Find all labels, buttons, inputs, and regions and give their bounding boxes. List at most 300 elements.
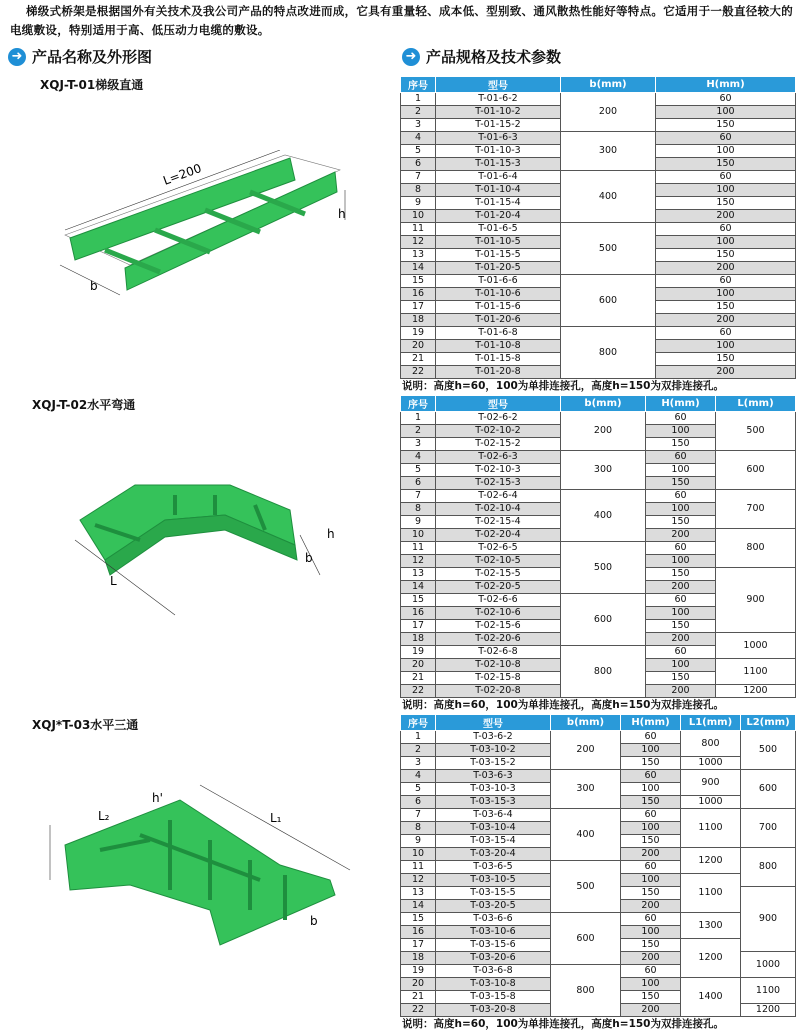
table-cell: 500	[716, 412, 796, 451]
right-section-heading	[402, 46, 561, 67]
table-cell: 700	[741, 809, 796, 848]
table-cell: T-01-10-3	[436, 145, 561, 158]
table-cell: 1200	[716, 685, 796, 698]
column-header: H(mm)	[621, 715, 681, 731]
table-cell: 60	[646, 490, 716, 503]
table-row	[401, 731, 796, 744]
spec-table-1	[400, 76, 796, 379]
table-cell: T-01-15-3	[436, 158, 561, 171]
table-cell: 800	[716, 529, 796, 568]
table-cell: 200	[656, 314, 796, 327]
table-cell: 100	[656, 184, 796, 197]
table-cell: 100	[646, 555, 716, 568]
table-cell: T-01-10-2	[436, 106, 561, 119]
table-cell: 1000	[741, 952, 796, 978]
table-cell: 8	[401, 503, 436, 516]
table-cell: 150	[621, 887, 681, 900]
table-cell: 18	[401, 633, 436, 646]
table-cell: 500	[741, 731, 796, 770]
table-cell: 6	[401, 796, 436, 809]
table-cell: T-02-15-8	[436, 672, 561, 685]
table-cell: 4	[401, 132, 436, 145]
table-cell: 900	[716, 568, 796, 633]
table-cell: 17	[401, 620, 436, 633]
table-cell: 60	[621, 965, 681, 978]
table-cell: 15	[401, 594, 436, 607]
table-cell: 150	[656, 301, 796, 314]
table-cell: 11	[401, 542, 436, 555]
table-cell: T-01-20-6	[436, 314, 561, 327]
table-cell: T-02-20-4	[436, 529, 561, 542]
dim-label-b: b	[310, 914, 318, 928]
dim-label-h: h	[327, 527, 335, 541]
table-cell: 60	[656, 223, 796, 236]
table-cell: 150	[656, 119, 796, 132]
table-cell: 100	[656, 145, 796, 158]
table-cell: 1100	[741, 978, 796, 1004]
table-cell: 200	[561, 412, 646, 451]
table-cell: 1200	[681, 848, 741, 874]
table-cell: 60	[621, 861, 681, 874]
table-cell: T-02-10-3	[436, 464, 561, 477]
table-1-note: 说明：高度h=60，100为单排连接孔，高度h=150为双排连接孔。	[402, 380, 724, 392]
table-cell: T-02-6-3	[436, 451, 561, 464]
table-cell: 21	[401, 353, 436, 366]
table-cell: 150	[621, 757, 681, 770]
table-cell: 1	[401, 93, 436, 106]
table-cell: 6	[401, 477, 436, 490]
table-cell: 600	[561, 594, 646, 646]
table-cell: T-03-15-2	[436, 757, 551, 770]
column-header: 序号	[401, 396, 436, 412]
table-cell: 60	[646, 412, 716, 425]
table-cell: T-02-6-2	[436, 412, 561, 425]
table-row	[401, 451, 796, 464]
table-cell: 150	[621, 835, 681, 848]
table-cell: 200	[551, 731, 621, 770]
table-cell: 150	[646, 438, 716, 451]
table-cell: 7	[401, 171, 436, 184]
table-cell: 900	[681, 770, 741, 796]
table-cell: 14	[401, 581, 436, 594]
table-cell: 17	[401, 301, 436, 314]
table-row	[401, 412, 796, 425]
table-cell: 1	[401, 731, 436, 744]
table-cell: 400	[561, 490, 646, 542]
table-cell: 150	[621, 939, 681, 952]
table-cell: 60	[621, 809, 681, 822]
table-cell: 1	[401, 412, 436, 425]
table-cell: 8	[401, 184, 436, 197]
column-header: L(mm)	[716, 396, 796, 412]
column-header: H(mm)	[656, 77, 796, 93]
table-cell: T-03-6-4	[436, 809, 551, 822]
table-cell: 100	[656, 288, 796, 301]
product-2-figure	[65, 465, 365, 620]
table-cell: 60	[656, 132, 796, 145]
table-cell: 17	[401, 939, 436, 952]
table-cell: T-03-20-8	[436, 1004, 551, 1017]
table-cell: T-03-6-3	[436, 770, 551, 783]
table-cell: 500	[551, 861, 621, 913]
table-cell: T-01-15-2	[436, 119, 561, 132]
table-cell: 12	[401, 236, 436, 249]
table-cell: 13	[401, 568, 436, 581]
table-cell: T-02-20-8	[436, 685, 561, 698]
table-cell: 5	[401, 464, 436, 477]
column-header: L1(mm)	[681, 715, 741, 731]
left-section-heading	[8, 46, 152, 67]
table-cell: T-02-10-8	[436, 659, 561, 672]
table-cell: T-01-15-6	[436, 301, 561, 314]
column-header: 型号	[436, 77, 561, 93]
tee-tray-drawing	[50, 785, 350, 945]
table-cell: T-03-15-4	[436, 835, 551, 848]
table-row	[401, 490, 796, 503]
table-cell: 800	[561, 646, 646, 698]
table-cell: 200	[646, 581, 716, 594]
table-cell: T-01-10-6	[436, 288, 561, 301]
table-cell: 200	[561, 93, 656, 132]
table-cell: 200	[621, 848, 681, 861]
table-cell: 200	[656, 366, 796, 379]
table-cell: 200	[656, 262, 796, 275]
table-cell: 19	[401, 327, 436, 340]
table-cell: 500	[561, 542, 646, 594]
table-cell: T-01-20-8	[436, 366, 561, 379]
table-cell: 60	[621, 731, 681, 744]
table-cell: T-03-10-2	[436, 744, 551, 757]
table-cell: 19	[401, 646, 436, 659]
table-cell: 60	[656, 327, 796, 340]
table-cell: 300	[551, 770, 621, 809]
table-cell: 100	[646, 607, 716, 620]
table-cell: T-01-15-5	[436, 249, 561, 262]
table-cell: 100	[621, 978, 681, 991]
table-cell: 100	[621, 744, 681, 757]
table-cell: T-02-20-5	[436, 581, 561, 594]
table-cell: 22	[401, 1004, 436, 1017]
table-cell: 150	[656, 197, 796, 210]
dim-label-L: L=200	[161, 161, 204, 188]
table-cell: 3	[401, 757, 436, 770]
table-cell: 10	[401, 529, 436, 542]
table-cell: 300	[561, 132, 656, 171]
table-cell: 3	[401, 438, 436, 451]
table-cell: 14	[401, 900, 436, 913]
table-cell: 200	[621, 1004, 681, 1017]
table-cell: T-01-10-5	[436, 236, 561, 249]
column-header: 型号	[436, 715, 551, 731]
dim-label-b: b	[305, 551, 313, 565]
table-row	[401, 809, 796, 822]
table-cell: 150	[621, 991, 681, 1004]
table-cell: 22	[401, 366, 436, 379]
table-cell: T-02-6-4	[436, 490, 561, 503]
table-cell: 900	[741, 887, 796, 952]
table-cell: 5	[401, 783, 436, 796]
intro-text: 梯级式桥架是根据国外有关技术及我公司产品的特点改进而成，它具有重量轻、成本低、型别致、通风散热性能好等特点。它适用于一般直径较大的电缆敷设，特别适用于高、低压动力电缆的敷设。	[10, 4, 793, 37]
table-cell: T-03-20-6	[436, 952, 551, 965]
table-cell: 1100	[681, 874, 741, 913]
table-cell: 9	[401, 197, 436, 210]
table-cell: T-02-6-8	[436, 646, 561, 659]
table-cell: T-03-6-2	[436, 731, 551, 744]
table-cell: T-01-15-4	[436, 197, 561, 210]
table-cell: 14	[401, 262, 436, 275]
table-cell: 200	[621, 952, 681, 965]
table-cell: 21	[401, 672, 436, 685]
table-cell: 600	[561, 275, 656, 327]
table-cell: 12	[401, 874, 436, 887]
table-cell: 16	[401, 607, 436, 620]
table-cell: T-02-15-5	[436, 568, 561, 581]
table-cell: 9	[401, 835, 436, 848]
table-cell: 15	[401, 913, 436, 926]
table-cell: T-03-15-8	[436, 991, 551, 1004]
table-cell: 1200	[681, 939, 741, 978]
table-cell: 100	[646, 659, 716, 672]
table-cell: 20	[401, 978, 436, 991]
table-cell: T-01-6-4	[436, 171, 561, 184]
table-cell: T-02-20-6	[436, 633, 561, 646]
product-3-title: XQJ*T-03水平三通	[32, 718, 139, 732]
table-cell: 60	[646, 542, 716, 555]
table-cell: 400	[561, 171, 656, 223]
dim-label-h: h'	[152, 791, 163, 805]
table-cell: 100	[646, 503, 716, 516]
table-cell: T-03-15-5	[436, 887, 551, 900]
table-cell: T-02-15-3	[436, 477, 561, 490]
table-cell: 200	[621, 900, 681, 913]
table-cell: 200	[646, 529, 716, 542]
table-cell: 22	[401, 685, 436, 698]
table-cell: 1100	[681, 809, 741, 848]
table-cell: 21	[401, 991, 436, 1004]
table-cell: 60	[656, 171, 796, 184]
table-cell: 19	[401, 965, 436, 978]
table-cell: 60	[621, 913, 681, 926]
product-2-title: XQJ-T-02水平弯通	[32, 398, 136, 412]
table-cell: 18	[401, 952, 436, 965]
table-cell: T-03-15-3	[436, 796, 551, 809]
table-cell: 60	[646, 646, 716, 659]
table-cell: 150	[656, 249, 796, 262]
table-cell: 60	[646, 594, 716, 607]
table-cell: 150	[656, 353, 796, 366]
table-3-note: 说明：高度h=60，100为单排连接孔，高度h=150为双排连接孔。	[402, 1018, 724, 1030]
table-cell: 2	[401, 744, 436, 757]
table-cell: 800	[551, 965, 621, 1017]
table-cell: 10	[401, 210, 436, 223]
table-cell: T-01-6-6	[436, 275, 561, 288]
table-cell: 500	[561, 223, 656, 275]
table-cell: 150	[621, 796, 681, 809]
arrow-right-icon: ➜	[402, 48, 420, 66]
table-cell: 150	[656, 158, 796, 171]
spec-table-2	[400, 395, 796, 698]
table-cell: T-01-6-8	[436, 327, 561, 340]
table-cell: T-01-6-5	[436, 223, 561, 236]
table-cell: 2	[401, 425, 436, 438]
table-cell: 150	[646, 620, 716, 633]
table-cell: 20	[401, 340, 436, 353]
table-cell: T-01-6-2	[436, 93, 561, 106]
table-cell: 100	[621, 926, 681, 939]
table-cell: 600	[551, 913, 621, 965]
table-cell: 100	[656, 340, 796, 353]
table-cell: T-02-10-4	[436, 503, 561, 516]
table-cell: 100	[621, 783, 681, 796]
table-cell: T-03-10-8	[436, 978, 551, 991]
dim-label-h: h	[338, 207, 346, 221]
column-header: 序号	[401, 715, 436, 731]
table-cell: T-02-15-2	[436, 438, 561, 451]
table-cell: 3	[401, 119, 436, 132]
table-cell: 15	[401, 275, 436, 288]
right-heading-text: 产品规格及技术参数	[426, 48, 562, 66]
table-cell: 10	[401, 848, 436, 861]
table-cell: 100	[621, 874, 681, 887]
table-cell: 800	[681, 731, 741, 757]
table-cell: 7	[401, 809, 436, 822]
table-row	[401, 327, 796, 340]
table-cell: T-01-10-4	[436, 184, 561, 197]
table-cell: 200	[646, 633, 716, 646]
table-row	[401, 223, 796, 236]
table-cell: T-03-15-6	[436, 939, 551, 952]
table-cell: 600	[716, 451, 796, 490]
table-row	[401, 275, 796, 288]
table-cell: T-03-10-4	[436, 822, 551, 835]
table-cell: 2	[401, 106, 436, 119]
table-cell: 150	[646, 516, 716, 529]
table-cell: T-02-6-5	[436, 542, 561, 555]
table-cell: T-03-6-6	[436, 913, 551, 926]
elbow-tray-drawing	[75, 485, 320, 615]
table-cell: T-02-10-6	[436, 607, 561, 620]
table-cell: T-01-6-3	[436, 132, 561, 145]
dim-label-b: b	[90, 279, 98, 293]
table-cell: 1300	[681, 913, 741, 939]
table-cell: 16	[401, 926, 436, 939]
table-cell: 13	[401, 249, 436, 262]
column-header: H(mm)	[646, 396, 716, 412]
table-2-note: 说明：高度h=60，100为单排连接孔，高度h=150为双排连接孔。	[402, 699, 724, 711]
table-cell: T-02-15-6	[436, 620, 561, 633]
table-cell: T-03-10-3	[436, 783, 551, 796]
table-cell: 1100	[716, 659, 796, 685]
table-row	[401, 93, 796, 106]
table-cell: 300	[561, 451, 646, 490]
table-cell: 60	[646, 451, 716, 464]
arrow-right-icon: ➜	[8, 48, 26, 66]
dim-label-L2: L₂	[98, 809, 110, 823]
table-cell: 12	[401, 555, 436, 568]
table-cell: T-02-6-6	[436, 594, 561, 607]
dim-label-L1: L₁	[270, 811, 282, 825]
table-cell: 200	[646, 685, 716, 698]
table-cell: 18	[401, 314, 436, 327]
table-cell: 11	[401, 861, 436, 874]
table-cell: 1000	[681, 757, 741, 770]
table-cell: T-01-20-4	[436, 210, 561, 223]
table-cell: 400	[551, 809, 621, 861]
table-cell: 6	[401, 158, 436, 171]
table-cell: 150	[646, 672, 716, 685]
table-cell: 150	[646, 568, 716, 581]
table-cell: 600	[741, 770, 796, 809]
table-cell: T-01-20-5	[436, 262, 561, 275]
dim-label-L: L	[110, 574, 117, 588]
table-cell: T-03-10-6	[436, 926, 551, 939]
table-cell: T-03-6-8	[436, 965, 551, 978]
table-cell: 5	[401, 145, 436, 158]
table-cell: T-03-20-5	[436, 900, 551, 913]
column-header: L2(mm)	[741, 715, 796, 731]
table-cell: 60	[656, 275, 796, 288]
table-row	[401, 132, 796, 145]
table-cell: 7	[401, 490, 436, 503]
table-cell: T-02-10-2	[436, 425, 561, 438]
table-cell: 150	[646, 477, 716, 490]
table-cell: T-02-10-5	[436, 555, 561, 568]
table-cell: T-03-20-4	[436, 848, 551, 861]
table-cell: 800	[741, 848, 796, 887]
table-cell: 200	[656, 210, 796, 223]
table-cell: 13	[401, 887, 436, 900]
column-header: b(mm)	[561, 396, 646, 412]
left-heading-text: 产品名称及外形图	[32, 48, 153, 66]
table-cell: 20	[401, 659, 436, 672]
table-cell: 100	[656, 106, 796, 119]
table-cell: T-03-10-5	[436, 874, 551, 887]
table-row	[401, 171, 796, 184]
table-cell: T-03-6-5	[436, 861, 551, 874]
table-cell: 1000	[681, 796, 741, 809]
spec-table-3	[400, 714, 796, 1017]
product-1-figure	[45, 150, 365, 310]
product-1-title: XQJ-T-01梯级直通	[40, 78, 144, 92]
table-cell: 100	[646, 464, 716, 477]
straight-tray-drawing	[60, 150, 345, 295]
column-header: b(mm)	[561, 77, 656, 93]
column-header: 型号	[436, 396, 561, 412]
table-cell: 60	[621, 770, 681, 783]
table-cell: 11	[401, 223, 436, 236]
product-3-figure	[30, 780, 360, 950]
table-row	[401, 770, 796, 783]
table-cell: 100	[656, 236, 796, 249]
table-cell: 9	[401, 516, 436, 529]
table-cell: 100	[621, 822, 681, 835]
table-cell: 700	[716, 490, 796, 529]
table-row	[401, 913, 796, 926]
table-cell: 1400	[681, 978, 741, 1017]
column-header: b(mm)	[551, 715, 621, 731]
table-cell: T-02-15-4	[436, 516, 561, 529]
table-cell: 60	[656, 93, 796, 106]
table-cell: 1000	[716, 633, 796, 659]
table-cell: 800	[561, 327, 656, 379]
table-cell: 16	[401, 288, 436, 301]
table-cell: 8	[401, 822, 436, 835]
table-cell: 4	[401, 770, 436, 783]
table-cell: T-01-10-8	[436, 340, 561, 353]
table-cell: 4	[401, 451, 436, 464]
column-header: 序号	[401, 77, 436, 93]
table-cell: T-01-15-8	[436, 353, 561, 366]
